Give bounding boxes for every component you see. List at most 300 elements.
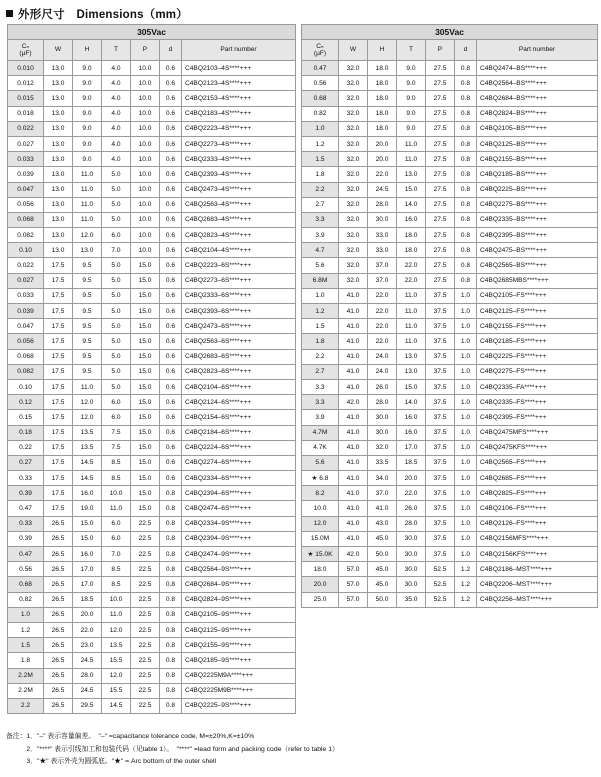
table-cell: 17.0 [397, 440, 426, 455]
table-row [302, 182, 598, 197]
table-cell: 41.0 [339, 501, 368, 516]
table-cell: 0.33 [8, 516, 44, 531]
table-cell: 37.5 [426, 471, 455, 486]
column-header: W [339, 40, 368, 61]
voltage-label: 305Vac [302, 25, 598, 40]
table-cell: 24.5 [368, 182, 397, 197]
table-cell: 9.0 [397, 91, 426, 106]
table-cell: 45.0 [368, 577, 397, 592]
part-number-cell: C4BQ2155–FS****+++ [477, 319, 598, 334]
table-cell: 32.0 [339, 152, 368, 167]
table-cell: 7.0 [102, 547, 131, 562]
table-cell: 13.0 [44, 136, 73, 151]
table-row [8, 167, 296, 182]
part-number-cell: C4BQ2104–6S****+++ [182, 379, 296, 394]
table-cell: 11.0 [73, 182, 102, 197]
table-cell: 0.039 [8, 304, 44, 319]
table-cell: 1.0 [455, 379, 477, 394]
table-cell: 32.0 [339, 197, 368, 212]
table-cell: 22.0 [368, 304, 397, 319]
table-cell: 9.0 [397, 61, 426, 76]
table-cell: 43.0 [368, 516, 397, 531]
part-number-cell: C4BQ2104–4S****+++ [182, 243, 296, 258]
table-row [8, 61, 296, 76]
table-cell: 13.0 [397, 167, 426, 182]
table-cell: 6.0 [102, 395, 131, 410]
part-number-cell: C4BQ2274–6S****+++ [182, 455, 296, 470]
table-row [8, 592, 296, 607]
table-cell: 24.0 [368, 364, 397, 379]
table-cell: 26.5 [44, 562, 73, 577]
table-cell: 17.5 [44, 486, 73, 501]
part-number-cell: C4BQ2333–4S****+++ [182, 152, 296, 167]
table-cell: 0.018 [8, 106, 44, 121]
table-row [8, 562, 296, 577]
table-cell: 0.010 [8, 61, 44, 76]
table-row [8, 273, 296, 288]
table-row [8, 440, 296, 455]
table-cell: 26.5 [44, 607, 73, 622]
table-cell: 22.5 [131, 622, 160, 637]
table-cell: 1.5 [8, 638, 44, 653]
table-cell: 37.5 [426, 334, 455, 349]
table-cell: 0.6 [160, 167, 182, 182]
table-cell: 37.5 [426, 425, 455, 440]
table-cell: 0.012 [8, 76, 44, 91]
table-cell: 41.0 [339, 288, 368, 303]
table-row [8, 501, 296, 516]
table-cell: 41.0 [339, 410, 368, 425]
part-number-cell: C4BQ2206–MST****+++ [477, 577, 598, 592]
table-row [302, 136, 598, 151]
table-cell: 41.0 [339, 334, 368, 349]
table-cell: 41.0 [339, 486, 368, 501]
table-cell: 0.8 [455, 76, 477, 91]
table-cell: 37.5 [426, 379, 455, 394]
table-row [8, 228, 296, 243]
table-row [302, 273, 598, 288]
table-cell: 9.0 [73, 121, 102, 136]
table-cell: 5.0 [102, 197, 131, 212]
table-cell: 34.0 [368, 471, 397, 486]
table-cell: 37.5 [426, 304, 455, 319]
table-cell: 16.0 [397, 410, 426, 425]
table-cell: 26.5 [44, 516, 73, 531]
table-cell: 22.0 [397, 273, 426, 288]
table-cell: 15.5 [102, 653, 131, 668]
table-cell: 24.0 [368, 349, 397, 364]
table-cell: 5.0 [102, 288, 131, 303]
column-header: P [426, 40, 455, 61]
table-cell: 37.5 [426, 531, 455, 546]
table-cell: 0.6 [160, 61, 182, 76]
table-cell: 0.8 [455, 61, 477, 76]
table-cell: 27.5 [426, 243, 455, 258]
table-cell: 37.5 [426, 349, 455, 364]
right-table-body [302, 61, 598, 608]
table-cell: 37.0 [368, 273, 397, 288]
table-cell: 10.0 [131, 212, 160, 227]
table-cell: 9.0 [73, 106, 102, 121]
table-row [302, 76, 598, 91]
table-cell: 14.5 [73, 455, 102, 470]
table-cell: 0.8 [455, 212, 477, 227]
part-number-cell: C4BQ2124–6S****+++ [182, 395, 296, 410]
table-cell: 15.0 [131, 501, 160, 516]
part-number-cell: C4BQ2474–BS****+++ [477, 61, 598, 76]
table-cell: 1.2 [455, 562, 477, 577]
part-number-cell: C4BQ2395–BS****+++ [477, 228, 598, 243]
table-cell: 17.5 [44, 395, 73, 410]
table-cell: 1.2 [8, 622, 44, 637]
table-row [8, 547, 296, 562]
part-number-cell: C4BQ2685–FS****+++ [477, 471, 598, 486]
table-cell: 7.5 [102, 425, 131, 440]
table-cell: 1.2 [455, 577, 477, 592]
table-row [302, 562, 598, 577]
table-cell: 9.5 [73, 364, 102, 379]
table-cell: 2.7 [302, 364, 339, 379]
table-cell: 0.027 [8, 136, 44, 151]
table-cell: 13.5 [73, 425, 102, 440]
table-row [302, 471, 598, 486]
part-number-cell: C4BQ2564–BS****+++ [477, 76, 598, 91]
table-cell: 22.5 [131, 516, 160, 531]
table-cell: 22.5 [131, 698, 160, 713]
part-number-cell: C4BQ2825–FS****+++ [477, 486, 598, 501]
part-number-cell: C4BQ2125–BS****+++ [477, 136, 598, 151]
table-cell: 0.6 [160, 425, 182, 440]
table-row [302, 577, 598, 592]
table-cell: 1.0 [455, 319, 477, 334]
table-cell: 26.5 [44, 592, 73, 607]
table-cell: 13.0 [44, 212, 73, 227]
table-cell: 1.0 [302, 121, 339, 136]
table-cell: 15.0 [131, 273, 160, 288]
table-row [302, 440, 598, 455]
table-row [302, 531, 598, 546]
table-cell: 0.18 [8, 425, 44, 440]
table-row [8, 258, 296, 273]
table-cell: 0.10 [8, 243, 44, 258]
table-cell: 0.8 [160, 577, 182, 592]
table-cell: 0.027 [8, 273, 44, 288]
table-cell: 11.0 [102, 501, 131, 516]
table-cell: 14.5 [73, 471, 102, 486]
table-cell: 18.0 [397, 228, 426, 243]
table-cell: 17.5 [44, 410, 73, 425]
table-cell: 15.0 [131, 288, 160, 303]
table-cell: 18.0 [368, 61, 397, 76]
table-cell: 37.5 [426, 455, 455, 470]
part-number-cell: C4BQ2334–6S****+++ [182, 471, 296, 486]
table-cell: 13.0 [44, 106, 73, 121]
table-cell: 0.6 [160, 76, 182, 91]
table-cell: 0.022 [8, 258, 44, 273]
table-row [8, 653, 296, 668]
table-cell: 27.5 [426, 273, 455, 288]
note-3: 3．"★" 表示外壳为圆弧底。"★" = Arc bottom of the outer shell [6, 758, 217, 765]
table-cell: 41.0 [339, 455, 368, 470]
table-cell: 15.5 [102, 683, 131, 698]
table-cell: 2.2 [8, 698, 44, 713]
table-row [302, 379, 598, 394]
table-row [8, 683, 296, 698]
table-cell: 32.0 [339, 182, 368, 197]
table-cell: 15.0 [73, 531, 102, 546]
table-cell: 10.0 [131, 121, 160, 136]
part-number-cell: C4BQ2475KFS****+++ [477, 440, 598, 455]
table-cell: 1.8 [302, 334, 339, 349]
table-cell: 28.0 [397, 516, 426, 531]
table-cell: 41.0 [339, 425, 368, 440]
table-cell: 10.0 [131, 197, 160, 212]
part-number-cell: C4BQ2473–4S****+++ [182, 182, 296, 197]
table-cell: 37.5 [426, 547, 455, 562]
table-cell: 16.0 [397, 212, 426, 227]
part-number-cell: C4BQ2683–4S****+++ [182, 212, 296, 227]
column-header-row [8, 40, 296, 61]
table-cell: 9.0 [397, 76, 426, 91]
table-cell: 15.0 [131, 379, 160, 394]
table-cell: 0.056 [8, 334, 44, 349]
part-number-cell: C4BQ2153–4S****+++ [182, 91, 296, 106]
table-cell: 17.5 [44, 273, 73, 288]
table-cell: 22.0 [368, 288, 397, 303]
table-cell: 0.8 [455, 197, 477, 212]
table-cell: 52.5 [426, 562, 455, 577]
table-cell: 11.0 [397, 288, 426, 303]
table-cell: 1.0 [455, 349, 477, 364]
table-row [8, 243, 296, 258]
table-cell: 37.0 [368, 486, 397, 501]
table-cell: 22.5 [131, 607, 160, 622]
table-cell: 3.3 [302, 212, 339, 227]
column-header: d [455, 40, 477, 61]
table-cell: 42.0 [339, 395, 368, 410]
table-cell: 5.0 [102, 364, 131, 379]
table-cell: 0.6 [160, 152, 182, 167]
part-number-cell: C4BQ2394–9S****+++ [182, 531, 296, 546]
column-header: P [131, 40, 160, 61]
table-cell: 37.5 [426, 364, 455, 379]
table-cell: 9.5 [73, 334, 102, 349]
part-number-cell: C4BQ2225M9A****+++ [182, 668, 296, 683]
table-cell: 3.9 [302, 228, 339, 243]
table-cell: 0.6 [160, 106, 182, 121]
table-cell: 9.0 [73, 91, 102, 106]
table-row [8, 334, 296, 349]
table-cell: 26.5 [44, 668, 73, 683]
table-cell: 22.5 [131, 668, 160, 683]
voltage-header-row [302, 25, 598, 40]
table-row [8, 106, 296, 121]
table-cell: 41.0 [339, 304, 368, 319]
table-row [302, 288, 598, 303]
table-cell: 1.0 [455, 455, 477, 470]
table-row [302, 364, 598, 379]
table-cell: 13.5 [102, 638, 131, 653]
part-number-cell: C4BQ2184–6S****+++ [182, 425, 296, 440]
table-cell: 14.5 [102, 698, 131, 713]
column-header: T [397, 40, 426, 61]
table-cell: 0.6 [160, 182, 182, 197]
table-cell: 26.5 [44, 698, 73, 713]
part-number-cell: C4BQ2225–BS****+++ [477, 182, 598, 197]
table-cell: 0.047 [8, 182, 44, 197]
table-cell: 22.0 [368, 167, 397, 182]
table-cell: 30.0 [397, 531, 426, 546]
table-cell: 27.5 [426, 212, 455, 227]
table-cell: 9.0 [73, 152, 102, 167]
table-row [302, 91, 598, 106]
table-cell: 50.0 [368, 547, 397, 562]
table-cell: 1.0 [455, 516, 477, 531]
table-row [8, 212, 296, 227]
part-number-cell: C4BQ2225–FS****+++ [477, 349, 598, 364]
table-cell: 27.5 [426, 258, 455, 273]
part-number-cell: C4BQ2475–BS****+++ [477, 243, 598, 258]
table-cell: 27.5 [426, 182, 455, 197]
part-number-cell: C4BQ2563–6S****+++ [182, 334, 296, 349]
table-cell: 27.5 [426, 106, 455, 121]
table-cell: 15.0 [131, 319, 160, 334]
table-cell: 8.2 [302, 486, 339, 501]
part-number-cell: C4BQ2275–BS****+++ [477, 197, 598, 212]
table-cell: 0.6 [160, 273, 182, 288]
table-cell: 32.0 [339, 106, 368, 121]
table-cell: 27.5 [426, 228, 455, 243]
table-cell: 0.8 [160, 698, 182, 713]
table-cell: 17.0 [73, 562, 102, 577]
table-row [302, 516, 598, 531]
table-cell: 13.0 [73, 243, 102, 258]
table-cell: 37.5 [426, 486, 455, 501]
table-cell: 33.5 [368, 455, 397, 470]
part-number-cell: C4BQ2223–4S****+++ [182, 121, 296, 136]
table-cell: 33.0 [368, 228, 397, 243]
table-cell: 14.0 [397, 197, 426, 212]
table-cell: 5.0 [102, 349, 131, 364]
table-cell: 26.0 [397, 501, 426, 516]
table-cell: 29.5 [73, 698, 102, 713]
part-number-cell: C4BQ2224–6S****+++ [182, 440, 296, 455]
table-cell: 15.0 [397, 379, 426, 394]
part-number-cell: C4BQ2185–9S****+++ [182, 653, 296, 668]
table-row [302, 395, 598, 410]
table-row [302, 410, 598, 425]
part-number-cell: C4BQ2185–FS****+++ [477, 334, 598, 349]
table-row [8, 319, 296, 334]
table-cell: 11.0 [73, 167, 102, 182]
part-number-cell: C4BQ2474–6S****+++ [182, 501, 296, 516]
table-cell: 1.2 [302, 136, 339, 151]
table-cell: 16.0 [397, 425, 426, 440]
part-number-cell: C4BQ2685MBS****+++ [477, 273, 598, 288]
table-cell: 6.0 [102, 516, 131, 531]
table-cell: 15.0 [131, 455, 160, 470]
part-number-cell: C4BQ2273–4S****+++ [182, 136, 296, 151]
table-cell: 17.5 [44, 440, 73, 455]
part-number-cell: C4BQ2154–6S****+++ [182, 410, 296, 425]
table-cell: 11.0 [397, 136, 426, 151]
table-cell: 13.0 [44, 61, 73, 76]
table-cell: 18.0 [302, 562, 339, 577]
table-cell: 22.5 [131, 683, 160, 698]
table-cell: 37.5 [426, 410, 455, 425]
table-cell: 10.0 [131, 152, 160, 167]
table-cell: 32.0 [339, 273, 368, 288]
table-cell: 32.0 [339, 136, 368, 151]
table-cell: 32.0 [339, 212, 368, 227]
table-cell: ★ 15.0K [302, 547, 339, 562]
part-number-cell: C4BQ2185–BS****+++ [477, 167, 598, 182]
table-cell: 0.6 [160, 334, 182, 349]
table-cell: 0.8 [455, 228, 477, 243]
table-cell: 0.8 [455, 273, 477, 288]
table-row [302, 121, 598, 136]
table-cell: 9.5 [73, 349, 102, 364]
table-row [8, 516, 296, 531]
table-cell: 5.0 [102, 258, 131, 273]
table-row [302, 304, 598, 319]
column-header: Part number [182, 40, 296, 61]
table-cell: 12.0 [73, 410, 102, 425]
part-number-cell: C4BQ2123–4S****+++ [182, 76, 296, 91]
table-cell: 10.0 [131, 228, 160, 243]
table-cell: 0.56 [302, 76, 339, 91]
part-number-cell: C4BQ2335–FA****+++ [477, 379, 598, 394]
part-number-cell: C4BQ2475MFS****+++ [477, 425, 598, 440]
table-cell: 1.0 [455, 288, 477, 303]
table-cell: 18.0 [368, 106, 397, 121]
part-number-cell: C4BQ2126–FS****+++ [477, 516, 598, 531]
table-cell: 22.0 [368, 334, 397, 349]
table-cell: 7.5 [102, 440, 131, 455]
table-cell: 10.0 [131, 91, 160, 106]
table-cell: 4.0 [102, 61, 131, 76]
table-cell: 20.0 [368, 152, 397, 167]
part-number-cell: C4BQ2156KFS****+++ [477, 547, 598, 562]
table-row [302, 152, 598, 167]
table-cell: 9.0 [73, 136, 102, 151]
table-cell: 12.0 [73, 228, 102, 243]
table-cell: 11.0 [397, 152, 426, 167]
table-row [8, 471, 296, 486]
table-cell: 28.0 [368, 197, 397, 212]
table-cell: 1.0 [455, 501, 477, 516]
table-row [8, 668, 296, 683]
table-cell: 50.0 [368, 592, 397, 607]
dimensions-table-left [7, 24, 296, 714]
part-number-cell: C4BQ2823–6S****+++ [182, 364, 296, 379]
table-cell: 52.5 [426, 577, 455, 592]
table-cell: 17.0 [73, 577, 102, 592]
table-cell: 5.0 [102, 182, 131, 197]
table-cell: 0.8 [455, 91, 477, 106]
part-number-cell: C4BQ2103–4S****+++ [182, 61, 296, 76]
part-number-cell: C4BQ2395–FS****+++ [477, 410, 598, 425]
table-cell: 30.0 [368, 212, 397, 227]
table-cell: 9.0 [73, 61, 102, 76]
column-header-row [302, 40, 598, 61]
table-cell: 9.5 [73, 319, 102, 334]
part-number-cell: C4BQ2155–BS****+++ [477, 152, 598, 167]
table-cell: 0.8 [160, 562, 182, 577]
table-cell: 22.0 [73, 622, 102, 637]
table-cell: 1.0 [455, 304, 477, 319]
table-cell: 2.2M [8, 668, 44, 683]
